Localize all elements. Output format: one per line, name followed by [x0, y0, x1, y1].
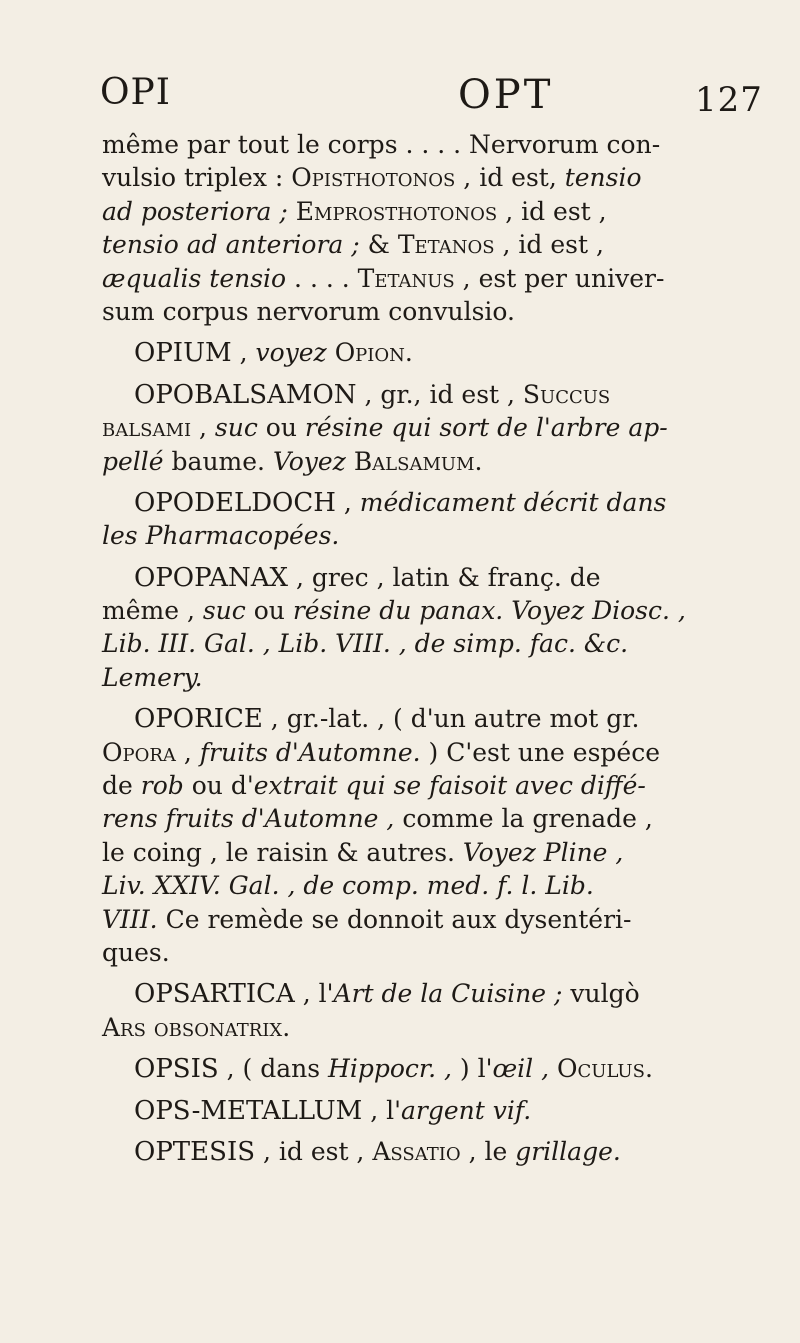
text-line	[102, 228, 712, 261]
text-line	[102, 561, 712, 594]
text-span: Tetanos	[397, 230, 495, 260]
text-span: tensio ad anteriora ;	[102, 230, 360, 260]
text-line	[102, 262, 712, 295]
entry-gap	[102, 478, 712, 486]
text-span: ,	[175, 737, 200, 767]
text-span: ,	[335, 487, 360, 517]
text-span: Liv. XXIV. Gal. , de comp. med. f. l. Lib.	[102, 871, 594, 901]
text-span: Lib. III. Gal. , Lib. VIII. , de simp. fac. &c.	[102, 629, 629, 659]
text-span: , id est ,	[255, 1136, 373, 1166]
text-span: œil ,	[492, 1054, 550, 1084]
text-span: le coing , le raisin & autres.	[102, 837, 463, 867]
entry-headword: OPOBALSAMON	[134, 379, 357, 410]
text-span: Tetanus	[357, 263, 455, 293]
entry-gap	[102, 1127, 712, 1135]
text-span	[288, 197, 296, 226]
text-line	[102, 1052, 712, 1085]
entry-gap	[102, 370, 712, 378]
text-line	[102, 936, 712, 969]
text-line	[102, 869, 712, 902]
text-span: argent vif.	[401, 1095, 532, 1125]
text-span: résine du panax.	[292, 596, 504, 626]
text-line	[102, 903, 712, 936]
text-span: résine qui sort de l'arbre ap-	[304, 413, 668, 443]
text-line	[102, 736, 712, 769]
text-line	[102, 411, 712, 444]
text-span: , est per univer-	[454, 263, 665, 293]
text-line	[102, 161, 712, 194]
text-line	[102, 1094, 712, 1127]
text-span: , le	[460, 1136, 516, 1166]
text-span: æqualis tensio	[102, 263, 287, 293]
text-span: ad posteriora ;	[102, 196, 288, 226]
text-span: vulsio triplex :	[102, 163, 292, 193]
text-line	[102, 128, 712, 161]
text-span: .	[404, 338, 413, 368]
entry-headword: OPIUM	[134, 338, 232, 369]
text-span: Opion	[334, 338, 405, 368]
text-span: extrait qui se faisoit avec diffé-	[253, 771, 646, 801]
text-span: ,	[231, 338, 256, 368]
text-span: balsami	[102, 413, 192, 443]
text-span: voyez	[255, 338, 327, 368]
text-span: rob	[140, 771, 184, 801]
text-span: ques.	[102, 937, 170, 967]
text-line	[102, 336, 712, 369]
text-span: médicament décrit dans	[359, 487, 667, 517]
text-line	[102, 769, 712, 802]
entry-gap	[102, 1086, 712, 1094]
text-span: . . . .	[286, 263, 358, 293]
entry-headword: OPSARTICA	[134, 979, 295, 1010]
text-span: , grec , latin & franç. de	[288, 562, 601, 592]
text-span: .	[282, 1012, 291, 1042]
entry-gap	[102, 969, 712, 977]
text-line	[102, 1011, 712, 1044]
text-span: , gr., id est ,	[356, 379, 523, 409]
entry-gap	[102, 553, 712, 561]
text-span: Opora	[102, 737, 176, 767]
text-span: ou	[245, 596, 293, 626]
text-line	[102, 519, 712, 552]
entry-gap	[102, 694, 712, 702]
entry-headword: OPOPANAX	[134, 562, 289, 593]
text-span: d'	[230, 771, 254, 801]
entry-headword: OPS-METALLUM	[134, 1095, 363, 1126]
text-span: grillage.	[515, 1136, 621, 1166]
text-span: comme la grenade ,	[394, 804, 653, 834]
text-span: , gr.-lat. , ( d'un autre mot gr.	[262, 704, 640, 734]
text-span: &	[359, 230, 398, 260]
text-span: même par tout le corps . . . . Nervorum con-	[102, 130, 661, 159]
entry-headword: OPTESIS	[134, 1136, 256, 1167]
text-span: , l'	[294, 979, 334, 1009]
text-span: Lemery.	[102, 662, 203, 692]
text-span: , id est,	[455, 163, 565, 193]
text-span: même ,	[102, 596, 203, 626]
text-span: pellé	[102, 446, 164, 476]
text-span: Ce remède se donnoit aux dysentéri-	[157, 904, 632, 934]
text-span: suc	[214, 413, 258, 443]
text-span: Voyez Diosc. ,	[511, 596, 686, 626]
text-line	[102, 594, 712, 627]
text-span: .	[474, 446, 483, 476]
text-span: .	[644, 1054, 653, 1084]
text-span: ,	[191, 413, 215, 443]
text-line	[102, 445, 712, 478]
text-span: , l'	[362, 1095, 402, 1125]
text-span: ) C'est une espéce	[420, 737, 661, 767]
text-span: , id est ,	[497, 196, 607, 226]
text-span: VIII.	[102, 904, 158, 934]
text-span: Voyez	[272, 446, 346, 476]
entry-headword: OPORICE	[134, 704, 263, 735]
text-line	[102, 486, 712, 519]
text-span: Art de la Cuisine ;	[333, 979, 563, 1009]
text-span: ) l'	[451, 1054, 493, 1084]
text-span: , ( dans	[218, 1054, 329, 1084]
page-number: 127	[695, 80, 763, 120]
text-span	[327, 338, 335, 367]
text-span: Succus	[522, 379, 611, 409]
text-span: Assatio	[372, 1136, 461, 1166]
text-span: Ars obsonatrix	[102, 1012, 283, 1042]
text-line	[102, 802, 712, 835]
text-span: baume.	[163, 446, 273, 476]
text-span: vulgò	[562, 979, 640, 1009]
running-header	[0, 72, 800, 122]
text-span: Balsamum	[353, 446, 475, 476]
text-span: suc	[202, 596, 246, 626]
dictionary-text	[102, 128, 712, 1168]
text-span: tensio	[564, 163, 642, 193]
text-span: Oculus	[557, 1054, 645, 1084]
text-span: ou	[257, 413, 305, 443]
text-span: ou	[183, 771, 231, 801]
text-line	[102, 977, 712, 1010]
header-left: OPI	[100, 72, 171, 113]
text-span: Voyez Pline ,	[462, 837, 624, 867]
text-span: de	[102, 771, 141, 801]
text-line	[102, 836, 712, 869]
text-line	[102, 1135, 712, 1168]
text-span: les Pharmacopées.	[102, 521, 340, 551]
text-line	[102, 661, 712, 694]
text-span: Opisthotonos	[291, 163, 456, 193]
entry-gap	[102, 1044, 712, 1052]
text-span: , id est ,	[494, 230, 604, 260]
text-line	[102, 627, 712, 660]
text-span: fruits d'Automne.	[199, 737, 421, 767]
entry-headword: OPODELDOCH	[134, 487, 336, 518]
text-span: rens fruits d'Automne ,	[102, 804, 395, 834]
entry-gap	[102, 328, 712, 336]
text-span: Emprosthotonos	[295, 196, 498, 226]
text-line	[102, 702, 712, 735]
entry-headword: OPSIS	[134, 1054, 219, 1085]
header-right: OPT	[458, 72, 554, 118]
text-line	[102, 378, 712, 411]
text-line	[102, 195, 712, 228]
text-span: Hippocr. ,	[328, 1054, 452, 1084]
text-span	[549, 1054, 557, 1083]
text-line	[102, 295, 712, 328]
text-span: sum corpus nervorum convulsio.	[102, 296, 515, 326]
text-span	[346, 447, 354, 476]
